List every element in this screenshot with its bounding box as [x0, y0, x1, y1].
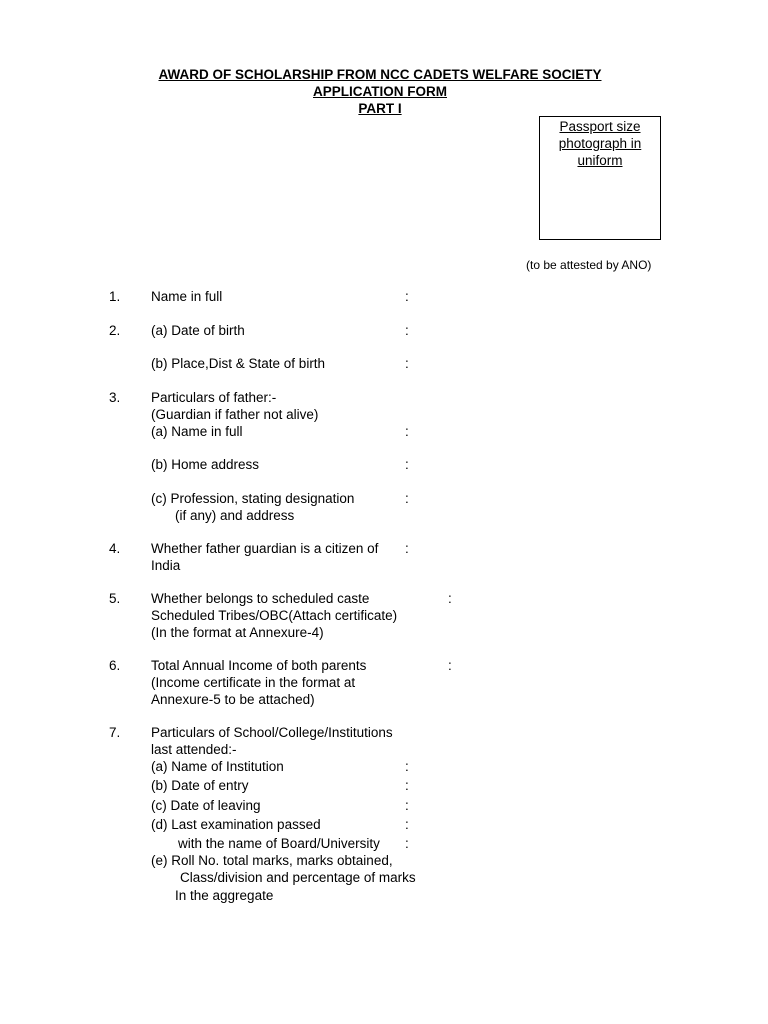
field-label: India	[151, 558, 181, 573]
form-subtitle: APPLICATION FORM	[313, 84, 447, 99]
field-label: (d) Last examination passed	[151, 817, 321, 832]
field-label: (Income certificate in the format at	[151, 675, 356, 690]
field-label: Particulars of School/College/Institutions	[151, 725, 393, 740]
form-part: PART I	[358, 101, 402, 116]
field-label: In the aggregate	[175, 888, 274, 903]
field-label: (a) Date of birth	[151, 323, 245, 338]
field-label: (b) Home address	[151, 457, 260, 472]
field-label: last attended:-	[151, 742, 237, 757]
field-colon: :	[405, 798, 409, 813]
field-label: (a) Name in full	[151, 424, 243, 439]
field-label: (b) Place,Dist & State of birth	[151, 356, 326, 371]
field-colon: :	[405, 778, 409, 793]
field-colon: :	[405, 836, 409, 851]
item-number: 1.	[109, 289, 121, 304]
item-number: 6.	[109, 658, 121, 673]
item-number: 3.	[109, 390, 121, 405]
item-number: 2.	[109, 323, 121, 338]
field-label: (In the format at Annexure-4)	[151, 625, 324, 640]
field-label: (c) Profession, stating designation	[151, 491, 355, 506]
field-label: Annexure-5 to be attached)	[151, 692, 315, 707]
field-colon: :	[405, 759, 409, 774]
field-colon: :	[405, 424, 409, 439]
field-label: Class/division and percentage of marks	[180, 870, 416, 885]
field-label: (a) Name of Institution	[151, 759, 284, 774]
photo-caption: Passport size photograph in uniform	[558, 119, 642, 168]
field-colon: :	[405, 323, 409, 338]
field-label: (c) Date of leaving	[151, 798, 261, 813]
field-colon: :	[405, 356, 409, 371]
item-number: 4.	[109, 541, 121, 556]
field-label: Whether belongs to scheduled caste	[151, 591, 370, 606]
field-colon: :	[405, 541, 409, 556]
field-colon: :	[405, 817, 409, 832]
field-colon: :	[448, 591, 452, 606]
item-number: 5.	[109, 591, 121, 606]
photo-box[interactable]	[539, 116, 661, 240]
field-label: (e) Roll No. total marks, marks obtained,	[151, 853, 393, 868]
field-colon: :	[405, 491, 409, 506]
field-label: with the name of Board/University	[178, 836, 380, 851]
field-label: (b) Date of entry	[151, 778, 249, 793]
field-label: (if any) and address	[175, 508, 295, 523]
field-label: Name in full	[151, 289, 223, 304]
field-colon: :	[405, 457, 409, 472]
field-label: Particulars of father:-	[151, 390, 277, 405]
item-number: 7.	[109, 725, 121, 740]
form-title: AWARD OF SCHOLARSHIP FROM NCC CADETS WELFARE SOCIETY	[158, 67, 602, 82]
field-label: Scheduled Tribes/OBC(Attach certificate)	[151, 608, 398, 623]
field-label: Whether father guardian is a citizen of	[151, 541, 379, 556]
attest-note: (to be attested by ANO)	[526, 258, 652, 272]
field-colon: :	[448, 658, 452, 673]
field-label: (Guardian if father not alive)	[151, 407, 319, 422]
field-label: Total Annual Income of both parents	[151, 658, 367, 673]
field-colon: :	[405, 289, 409, 304]
